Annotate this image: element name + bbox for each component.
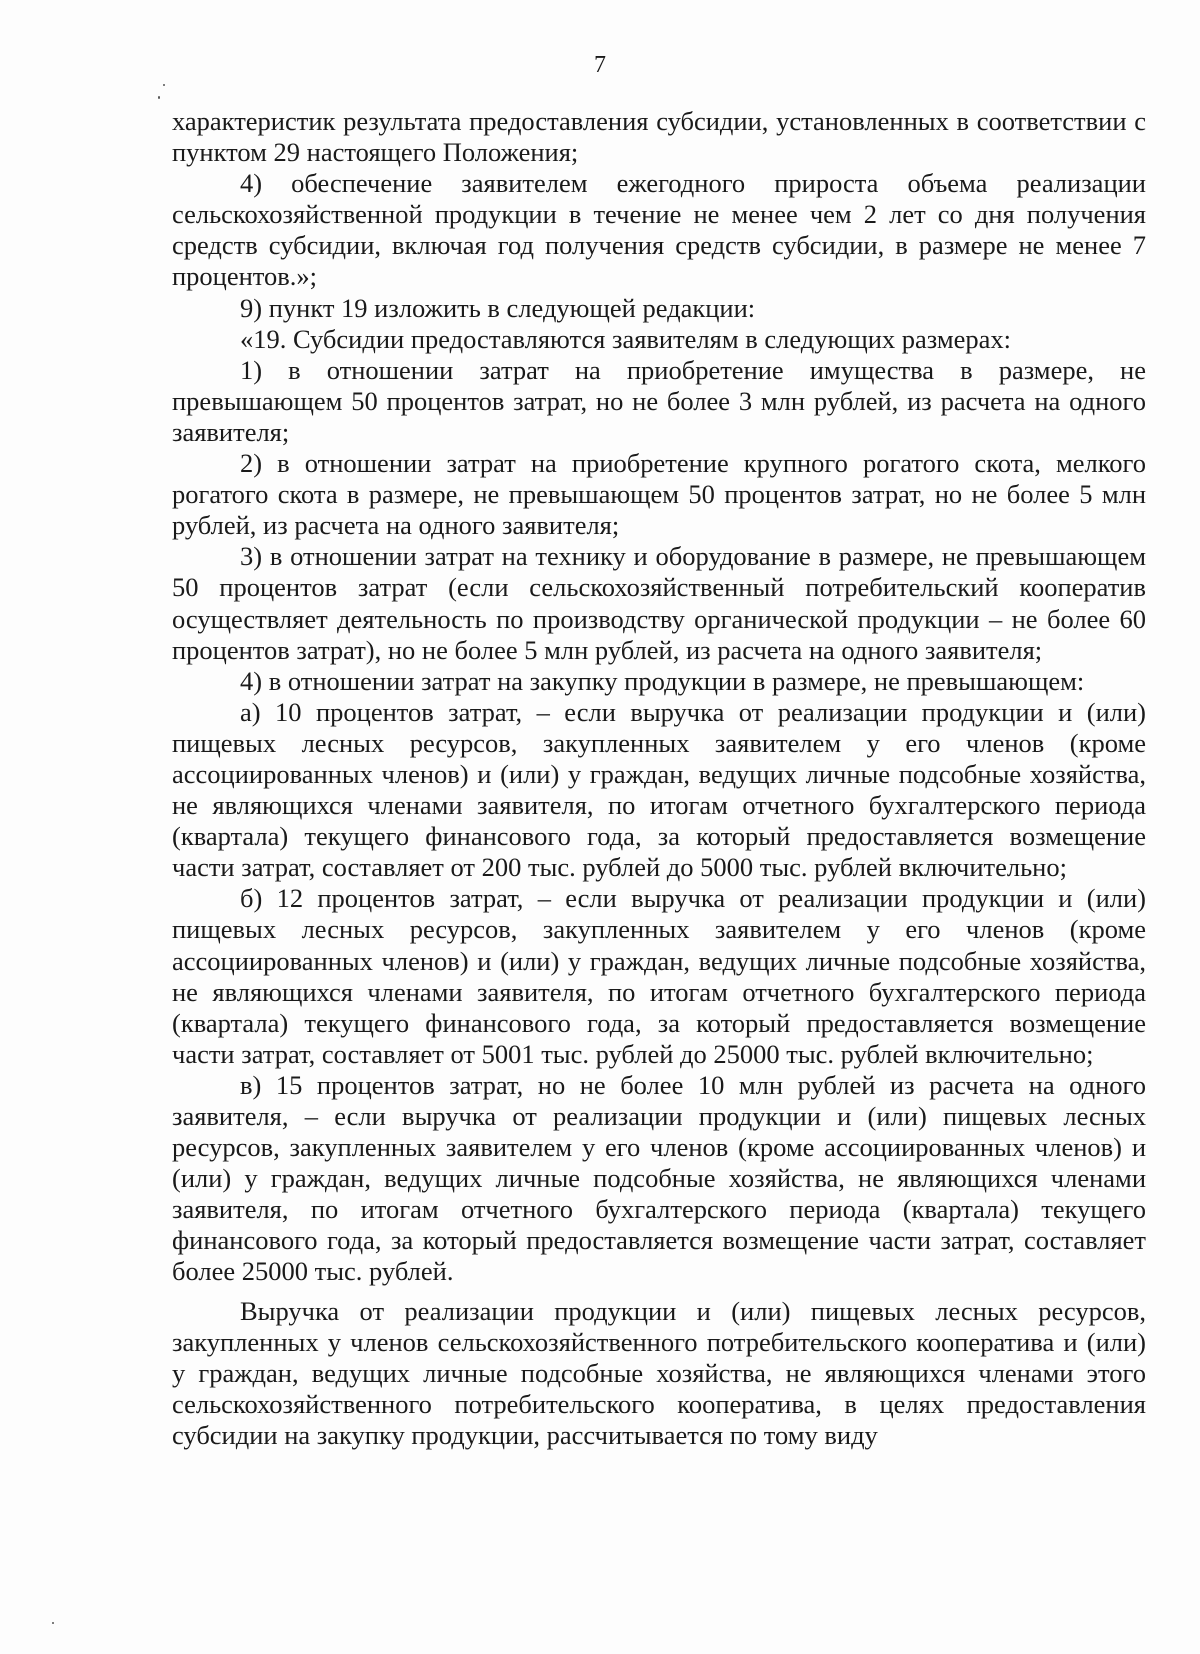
- paragraph-clause-19: «19. Субсидии предоставляются заявителям в следующих размерах:: [240, 323, 1012, 354]
- paragraph-item-3-equipment: 3) в отношении затрат на технику и оборудование в размере, не превышающем 50 процентов затрат (если сельскохозяйственный потребительский кооператив осуществляет деятельность по производству органической продукции – не более 60 процентов затрат), но не более 5 млн рублей, из расчета на одного заявителя;: [172, 541, 1146, 665]
- paragraph-continuation: характеристик результата предоставления субсидии, установленных в соответствии с пунктом 29 настоящего Положения;: [172, 106, 1146, 168]
- document-body: [172, 106, 1146, 1451]
- paragraph-item-2-livestock: 2) в отношении затрат на приобретение крупного рогатого скота, мелкого рогатого скота в размере, не превышающем 50 процентов затрат, но не более 5 млн рублей, из расчета на одного заявителя;: [172, 448, 1146, 541]
- paragraph-subitem-b: б) 12 процентов затрат, – если выручка от реализации продукции и (или) пищевых лесных ресурсов, закупленных заявителем у его членов (кроме ассоциированных членов) и (или) у граждан, ведущих личные подсобные хозяйства, не являющихся членами заявителя, по итогам отчетного бухгалтерского периода (квартала) текущего финансового года, за который предоставляется возмещение части затрат, составляет от 5001 тыс. рублей до 25000 тыс. рублей включительно;: [172, 883, 1146, 1069]
- scan-speck: [163, 84, 165, 86]
- scan-speck: [52, 1622, 54, 1624]
- paragraph-amendment-9: 9) пункт 19 изложить в следующей редакции:: [240, 292, 756, 323]
- paragraph-item-4-growth: 4) обеспечение заявителем ежегодного прироста объема реализации сельскохозяйственной продукции в течение не менее чем 2 лет со дня получения средств субсидии, включая год получения средств субсидии, в размере не менее 7 процентов.»;: [172, 168, 1146, 292]
- scan-speck: [158, 96, 160, 99]
- paragraph-revenue: Выручка от реализации продукции и (или) пищевых лесных ресурсов, закупленных у членов сельскохозяйственного потребительского кооператива и (или) у граждан, ведущих личные подсобные хозяйства, не являющихся членами этого сельскохозяйственного потребительского кооператива, в целях предоставления субсидии на закупку продукции, рассчитывается по тому виду: [172, 1295, 1146, 1450]
- paragraph-subitem-v: в) 15 процентов затрат, но не более 10 млн рублей из расчета на одного заявителя, – если выручка от реализации продукции и (или) пищевых лесных ресурсов, закупленных заявителем у его членов (кроме ассоциированных членов) и (или) у граждан, ведущих личные подсобные хозяйства, не являющихся членами заявителя, по итогам отчетного бухгалтерского периода (квартала) текущего финансового года, за который предоставляется возмещение части затрат, составляет более 25000 тыс. рублей.: [172, 1069, 1146, 1287]
- page-number: 7: [594, 52, 606, 78]
- paragraph-item-1-property: 1) в отношении затрат на приобретение имущества в размере, не превышающем 50 процентов затрат, но не более 3 млн рублей, из расчета на одного заявителя;: [172, 354, 1146, 447]
- paragraph-subitem-a: а) 10 процентов затрат, – если выручка от реализации продукции и (или) пищевых лесных ресурсов, закупленных заявителем у его членов (кроме ассоциированных членов) и (или) у граждан, ведущих личные подсобные хозяйства, не являющихся членами заявителя, по итогам отчетного бухгалтерского периода (квартала) текущего финансового года, за который предоставляется возмещение части затрат, составляет от 200 тыс. рублей до 5000 тыс. рублей включительно;: [172, 696, 1146, 883]
- paragraph-item-4-purchase: 4) в отношении затрат на закупку продукции в размере, не превышающем:: [240, 665, 1085, 696]
